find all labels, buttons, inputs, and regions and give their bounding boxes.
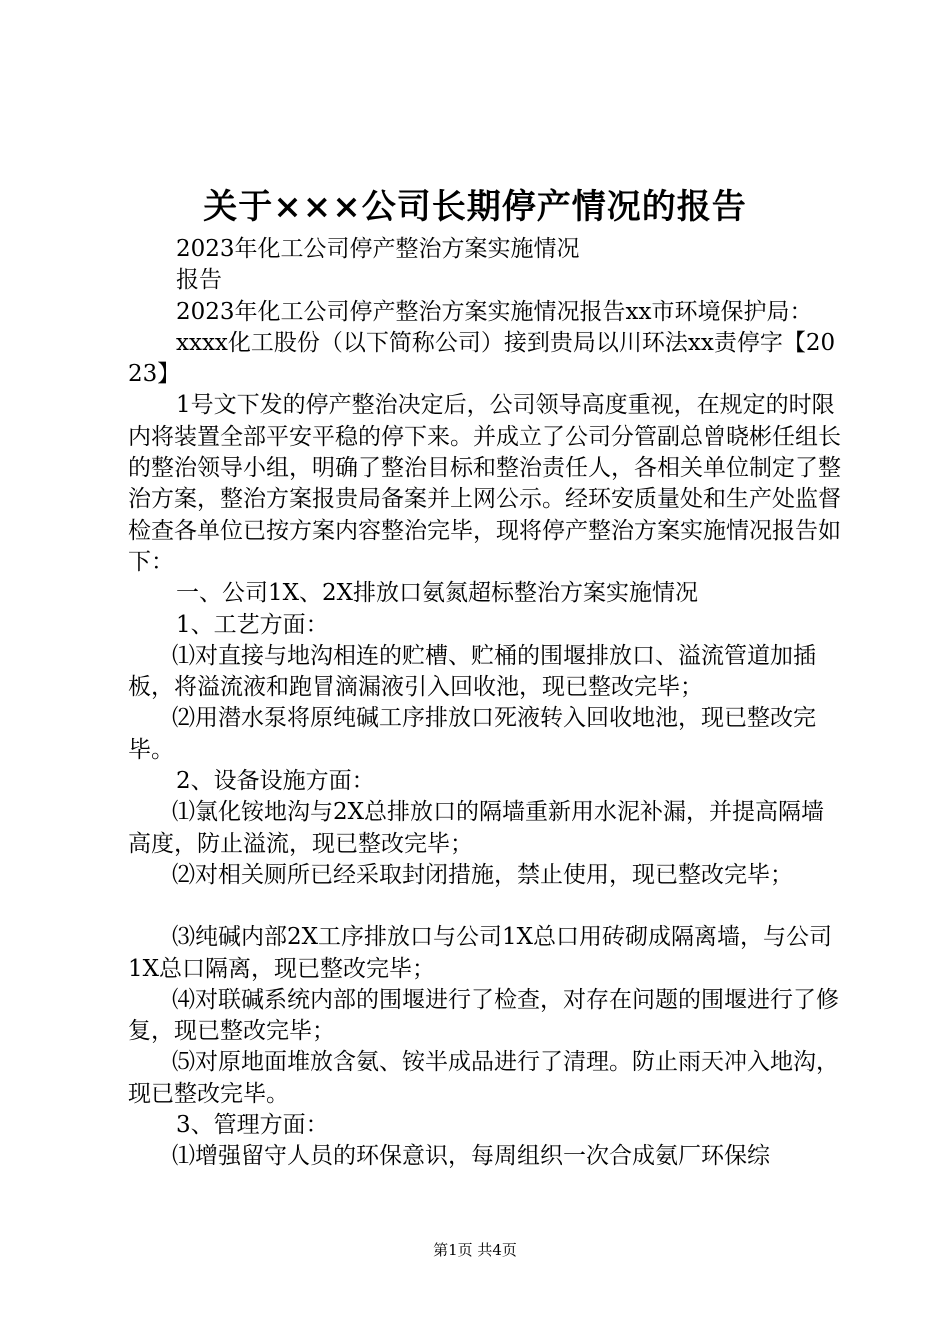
list-item: ⑴对直接与地沟相连的贮槽、贮桶的围堰排放口、溢流管道加插板，将溢流液和跑冒滴漏液引入回收池，现已整改完毕； — [128, 642, 816, 701]
subsection-heading: 2、设备设施方面： — [176, 768, 375, 795]
document-body — [128, 234, 844, 1173]
page-number-footer: 第1页 共4页 — [433, 1241, 517, 1259]
list-item: ⑴氯化铵地沟与2X总排放口的隔墙重新用水泥补漏，并提高隔墙高度，防止溢流，现已整改完毕； — [128, 799, 825, 857]
list-item: ⑵用潜水泵将原纯碱工序排放口死液转入回收地池，现已整改完毕。 — [128, 705, 816, 763]
subsection-heading: 1、工艺方面： — [176, 611, 329, 638]
list-item: ⑸对原地面堆放含氨、铵半成品进行了清理。防止雨天冲入地沟，现已整改完毕。 — [128, 1049, 839, 1107]
list-item: ⑷对联碱系统内部的围堰进行了检查，对存在问题的围堰进行了修复，现已整改完毕； — [128, 986, 839, 1045]
blank-line — [128, 891, 844, 922]
paragraph: 报告 — [176, 267, 222, 294]
list-item: ⑶纯碱内部2X工序排放口与公司1X总口用砖砌成隔离墙，与公司1X总口隔离，现已整改完毕； — [128, 924, 833, 982]
document-title: 关于×××公司长期停产情况的报告 — [203, 187, 747, 227]
paragraph: 1号文下发的停产整治决定后，公司领导高度重视，在规定的时限内将装置全部平安平稳的停下来。并成立了公司分管副总曾晓彬任组长的整治领导小组，明确了整治目标和整治责任人，各相关单位制定了整治方案，整治方案报贵局备案并上网公示。经环安质量处和生产处监督检查各单位已按方案内容整治完毕，现将停产整治方案实施情况报告如下： — [128, 392, 841, 575]
paragraph: xxxx化工股份（以下简称公司）接到贵局以川环法xx责停字【2023】 — [128, 329, 836, 388]
section-heading: 一、公司1X、2X排放口氨氮超标整治方案实施情况 — [176, 580, 699, 607]
paragraph: 2023年化工公司停产整治方案实施情况 — [176, 236, 580, 262]
subsection-heading: 3、管理方面： — [176, 1112, 329, 1139]
paragraph: 2023年化工公司停产整治方案实施情况报告xx市环境保护局： — [176, 298, 813, 325]
list-item: ⑴增强留守人员的环保意识，每周组织一次合成氨厂环保综 — [172, 1143, 770, 1170]
list-item: ⑵对相关厕所已经采取封闭措施，禁止使用，现已整改完毕； — [172, 861, 793, 888]
